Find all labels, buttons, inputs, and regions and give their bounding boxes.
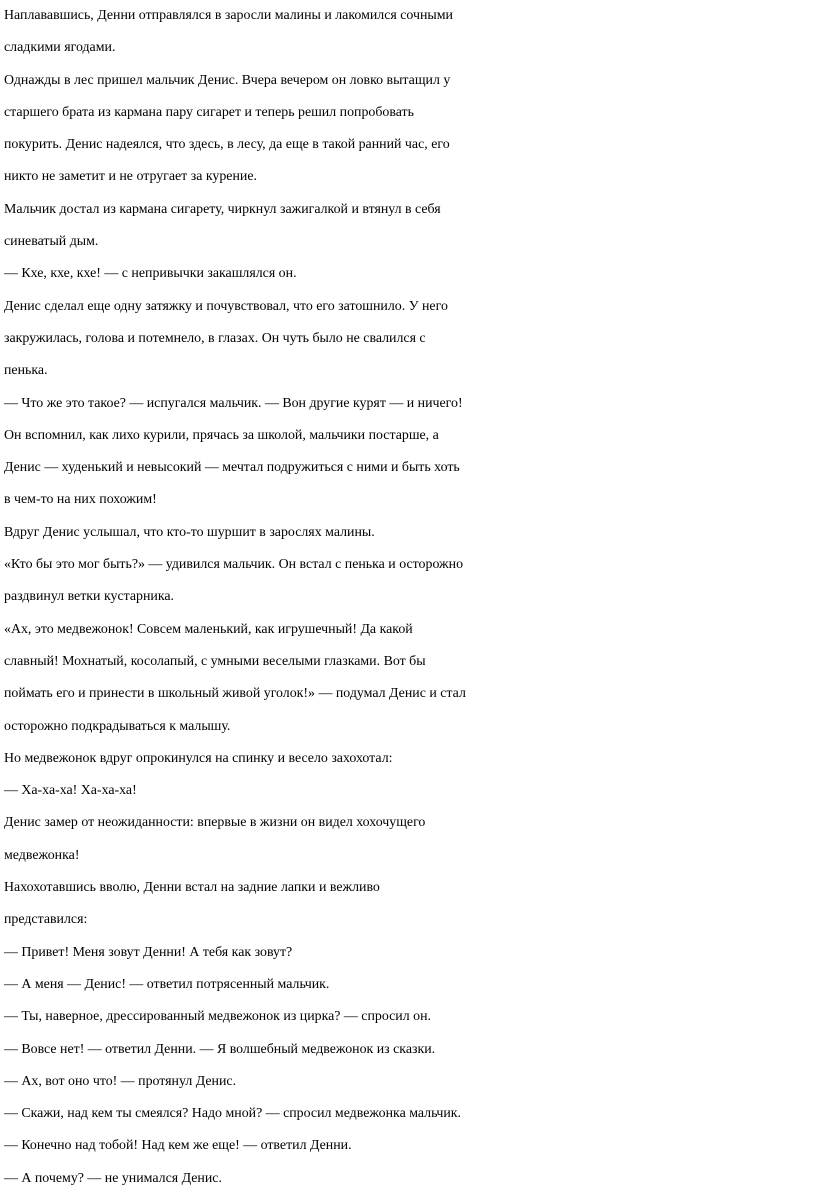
text-line: Наплававшись, Денни отправлялся в заросли малины и лакомился сочными (4, 8, 453, 23)
text-line: пенька. (4, 363, 48, 379)
text-line: Денис — худенький и невысокий — мечтал подружиться с ними и быть хоть (4, 460, 460, 476)
text-line: Но медвежонок вдруг опрокинулся на спинку и весело захохотал: (4, 750, 393, 766)
text-line: Денис сделал еще одну затяжку и почувствовал, что его затошнило. У него (4, 298, 448, 314)
text-line: старшего брата из кармана пару сигарет и теперь решил попробовать (4, 104, 414, 120)
text-line: представился: (4, 912, 88, 928)
text-line: осторожно подкрадываться к малышу. (4, 718, 231, 734)
text-line: раздвинул ветки кустарника. (4, 589, 175, 605)
text-line: «Ах, это медвежонок! Совсем маленький, как игрушечный! Да какой (4, 621, 413, 637)
text-line: — Ты, наверное, дрессированный медвежонок из цирка? — спросил он. (4, 1009, 431, 1025)
text-line: покурить. Денис надеялся, что здесь, в лесу, да еще в такой ранний час, его (4, 137, 450, 153)
text-line: сладкими ягодами. (4, 40, 116, 56)
text-line: Он вспомнил, как лихо курили, прячась за школой, мальчики постарше, а (4, 427, 439, 443)
document-page (4, 0, 816, 1195)
text-line: синеватый дым. (4, 234, 99, 250)
text-line: — А меня — Денис! — ответил потрясенный мальчик. (4, 976, 330, 992)
text-line: — Кхе, кхе, кхе! — с непривычки закашлялся он. (4, 266, 297, 282)
text-line: — А почему? — не унимался Денис. (4, 1170, 222, 1186)
text-line: в чем-то на них похожим! (4, 492, 157, 508)
text-line: Нахохотавшись вволю, Денни встал на задние лапки и вежливо (4, 880, 380, 896)
text-line: медвежонка! (4, 847, 80, 863)
text-line: — Привет! Меня зовут Денни! А тебя как зовут? (4, 944, 293, 960)
text-line: Вдруг Денис услышал, что кто-то шуршит в зарослях малины. (4, 524, 375, 540)
text-line: Мальчик достал из кармана сигарету, чиркнул зажигалкой и втянул в себя (4, 201, 441, 217)
text-line: — Вовсе нет! — ответил Денни. — Я волшебный медвежонок из сказки. (4, 1041, 436, 1057)
text-line: закружилась, голова и потемнело, в глазах. Он чуть было не свалился с (4, 330, 426, 346)
text-line: — Ха-ха-ха! Ха-ха-ха! (4, 783, 137, 799)
text-line: поймать его и принести в школьный живой уголок!» — подумал Денис и стал (4, 686, 466, 702)
text-line: Однажды в лес пришел мальчик Денис. Вчера вечером он ловко вытащил у (4, 72, 451, 88)
text-line: — Скажи, над кем ты смеялся? Надо мной? — спросил медвежонка мальчик. (4, 1106, 462, 1122)
text-line: славный! Мохнатый, косолапый, с умными веселыми глазками. Вот бы (4, 653, 426, 669)
text-line: — Ах, вот оно что! — протянул Денис. (4, 1073, 237, 1089)
text-line: — Что же это такое? — испугался мальчик. — Вон другие курят — и ничего! (4, 395, 463, 411)
text-line: Денис замер от неожиданности: впервые в жизни он видел хохочущего (4, 815, 426, 831)
text-line: «Кто бы это мог быть?» — удивился мальчик. Он встал с пенька и осторожно (4, 557, 464, 573)
text-line: — Конечно над тобой! Над кем же еще! — ответил Денни. (4, 1138, 352, 1154)
text-line: никто не заметит и не отругает за курение. (4, 169, 257, 185)
